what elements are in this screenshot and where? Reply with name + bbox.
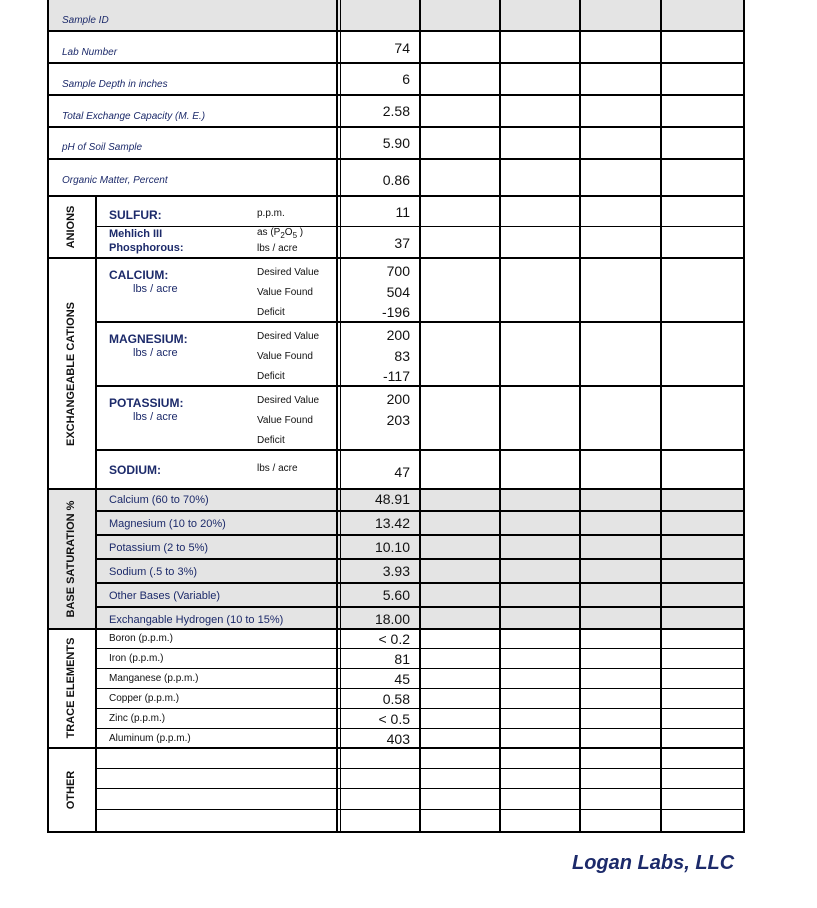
row-line bbox=[95, 449, 745, 451]
bs-potassium-label: Potassium (2 to 5%) bbox=[109, 542, 209, 554]
sample-depth-label: Sample Depth in inches bbox=[62, 79, 168, 90]
row-line bbox=[47, 195, 745, 197]
anions-section-label: ANIONS bbox=[65, 205, 77, 249]
potassium-found-label: Value Found bbox=[257, 415, 313, 426]
sulfur-name: SULFUR: bbox=[109, 208, 162, 222]
te-iron-value: 81 bbox=[394, 651, 410, 667]
row-line bbox=[95, 688, 745, 689]
row-line bbox=[47, 747, 745, 749]
sodium-unit: lbs / acre bbox=[257, 463, 298, 474]
lab-number-value: 74 bbox=[394, 40, 410, 56]
cations-section-label: EXCHANGEABLE CATIONS bbox=[65, 301, 77, 446]
row-line bbox=[95, 582, 745, 584]
trace-elements-section-label: TRACE ELEMENTS bbox=[65, 637, 77, 739]
potassium-name: POTASSIUM: bbox=[109, 396, 184, 410]
bs-other-bases-label: Other Bases (Variable) bbox=[109, 590, 221, 602]
row-line bbox=[95, 788, 745, 789]
sulfur-value: 11 bbox=[395, 204, 410, 220]
phosphorous-name-line2: Phosphorous: bbox=[109, 242, 184, 254]
row-line bbox=[95, 606, 745, 608]
te-manganese-value: 45 bbox=[394, 671, 410, 687]
te-copper-label: Copper (p.p.m.) bbox=[109, 693, 180, 704]
sodium-name: SODIUM: bbox=[109, 463, 161, 477]
calcium-sub: lbs / acre bbox=[133, 283, 178, 295]
row-line bbox=[95, 510, 745, 512]
magnesium-deficit: -117 bbox=[383, 368, 410, 384]
bs-potassium-value: 10.10 bbox=[374, 539, 410, 555]
row-line bbox=[47, 94, 745, 96]
te-boron-label: Boron (p.p.m.) bbox=[109, 633, 173, 644]
calcium-found: 504 bbox=[386, 284, 410, 300]
tec-value: 2.58 bbox=[382, 103, 410, 119]
organic-matter-value: 0.86 bbox=[382, 172, 410, 188]
phosphorous-unit-line2: lbs / acre bbox=[257, 243, 298, 254]
row-line bbox=[95, 708, 745, 709]
row-line bbox=[47, 257, 745, 259]
te-copper-value: 0.58 bbox=[382, 691, 410, 707]
te-aluminum-label: Aluminum (p.p.m.) bbox=[109, 733, 191, 744]
row-line bbox=[95, 558, 745, 560]
phosphorous-value: 37 bbox=[394, 235, 410, 251]
row-line bbox=[47, 62, 745, 64]
magnesium-found-label: Value Found bbox=[257, 351, 313, 362]
grid-line-section bbox=[95, 196, 97, 833]
magnesium-sub: lbs / acre bbox=[133, 347, 178, 359]
magnesium-deficit-label: Deficit bbox=[257, 371, 285, 382]
magnesium-desired-label: Desired Value bbox=[257, 331, 320, 342]
table-bottom-line bbox=[47, 831, 745, 833]
sodium-value: 47 bbox=[394, 464, 410, 480]
sample-depth-value: 6 bbox=[402, 71, 410, 87]
calcium-name: CALCIUM: bbox=[109, 268, 169, 282]
row-line bbox=[95, 728, 745, 729]
ph-value: 5.90 bbox=[382, 135, 410, 151]
grid-line-left bbox=[47, 0, 49, 833]
potassium-deficit-label: Deficit bbox=[257, 435, 285, 446]
te-zinc-label: Zinc (p.p.m.) bbox=[109, 713, 166, 724]
bs-hydrogen-value: 18.00 bbox=[374, 611, 410, 627]
sample-id-row-bg bbox=[47, 0, 745, 30]
row-line bbox=[47, 158, 745, 160]
company-name: Logan Labs, LLC bbox=[572, 852, 735, 874]
row-line bbox=[95, 809, 745, 810]
sample-id-label: Sample ID bbox=[62, 15, 109, 26]
magnesium-name: MAGNESIUM: bbox=[109, 332, 188, 346]
row-line bbox=[47, 30, 745, 32]
bs-calcium-label: Calcium (60 to 70%) bbox=[109, 494, 209, 506]
te-manganese-label: Manganese (p.p.m.) bbox=[109, 673, 199, 684]
row-line bbox=[95, 321, 745, 323]
sulfur-unit: p.p.m. bbox=[257, 208, 285, 219]
te-aluminum-value: 403 bbox=[386, 731, 410, 747]
row-line bbox=[95, 385, 745, 387]
potassium-sub: lbs / acre bbox=[133, 411, 178, 423]
base-saturation-section-label: BASE SATURATION % bbox=[65, 500, 77, 617]
potassium-desired-label: Desired Value bbox=[257, 395, 320, 406]
row-line bbox=[47, 628, 745, 630]
row-line bbox=[47, 126, 745, 128]
te-iron-label: Iron (p.p.m.) bbox=[109, 653, 164, 664]
phosphorous-unit-line1: as ($P_2O_5$ ) bbox=[257, 227, 304, 240]
calcium-deficit: -196 bbox=[381, 304, 410, 320]
bs-hydrogen-label: Exchangable Hydrogen (10 to 15%) bbox=[109, 614, 284, 626]
potassium-desired: 200 bbox=[386, 391, 410, 407]
te-boron-value: < 0.2 bbox=[378, 631, 410, 647]
row-line bbox=[95, 668, 745, 669]
row-line bbox=[95, 534, 745, 536]
calcium-found-label: Value Found bbox=[257, 287, 313, 298]
lab-number-label: Lab Number bbox=[62, 47, 118, 58]
bs-magnesium-label: Magnesium (10 to 20%) bbox=[109, 518, 226, 530]
organic-matter-label: Organic Matter, Percent bbox=[62, 175, 168, 186]
other-section-label: OTHER bbox=[65, 770, 77, 810]
row-line bbox=[95, 226, 745, 227]
potassium-found: 203 bbox=[386, 412, 410, 428]
row-line bbox=[95, 648, 745, 649]
bs-sodium-value: 3.93 bbox=[382, 563, 410, 579]
bs-calcium-value: 48.91 bbox=[374, 491, 410, 507]
magnesium-desired: 200 bbox=[386, 327, 410, 343]
row-line bbox=[95, 768, 745, 769]
bs-magnesium-value: 13.42 bbox=[374, 515, 410, 531]
row-line bbox=[47, 488, 745, 490]
tec-label: Total Exchange Capacity (M. E.) bbox=[62, 111, 206, 122]
soil-report-table bbox=[47, 0, 745, 833]
te-zinc-value: < 0.5 bbox=[378, 711, 410, 727]
calcium-desired-label: Desired Value bbox=[257, 267, 320, 278]
calcium-deficit-label: Deficit bbox=[257, 307, 285, 318]
bs-sodium-label: Sodium (.5 to 3%) bbox=[109, 566, 198, 578]
bs-other-bases-value: 5.60 bbox=[382, 587, 410, 603]
ph-label: pH of Soil Sample bbox=[62, 142, 143, 153]
magnesium-found: 83 bbox=[394, 348, 410, 364]
phosphorous-name-line1: Mehlich III bbox=[109, 228, 163, 240]
calcium-desired: 700 bbox=[386, 263, 410, 279]
